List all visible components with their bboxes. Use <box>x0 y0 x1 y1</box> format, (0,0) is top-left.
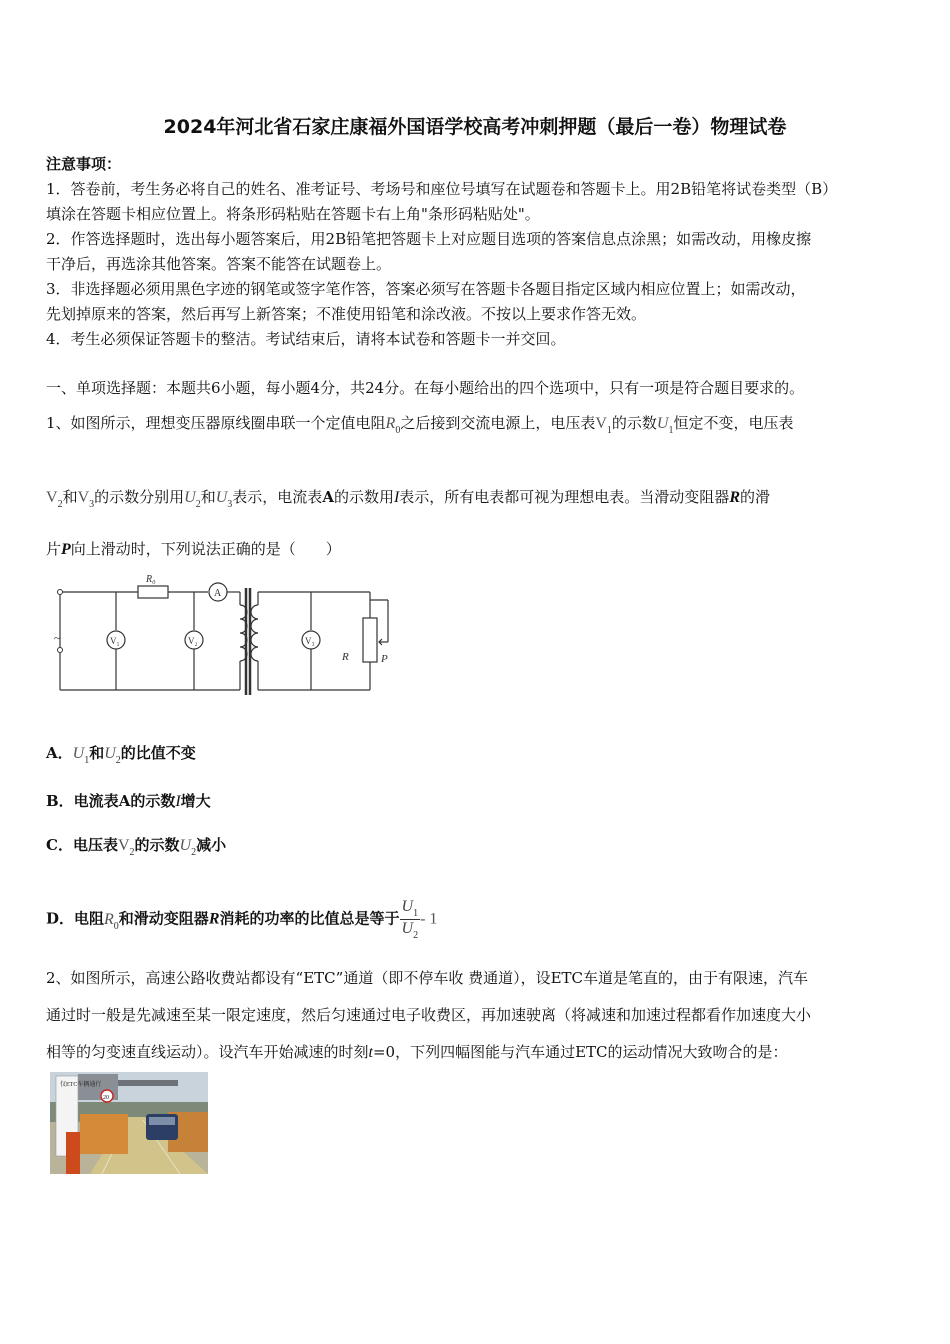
notice-line: 4．考生必须保证答题卡的整洁。考试结束后，请将本试卷和答题卡一并交回。 <box>46 330 566 348</box>
terminal <box>58 590 63 595</box>
notice-line: 2．作答选择题时，选出每小题答案后，用2B铅笔把答题卡上对应题目选项的答案信息点涂黑；如需改动，用橡皮擦 <box>46 230 812 248</box>
v1-symbol: $V_1$ <box>595 415 612 436</box>
etc-sign-text: 仅ETC车辆通行 <box>60 1082 102 1088</box>
q1-line3: 片P向上滑动时，下列说法正确的是（ ） <box>46 540 341 558</box>
v2-label: V₂ <box>188 636 198 646</box>
notice-line: 先划掉原来的答案，然后再写上新答案；不准使用铅笔和涂改液。不按以上要求作答无效。 <box>46 305 647 323</box>
option-c: C．电压表$V_2$的示数$U_2$减小 <box>46 836 227 858</box>
q2-line1: 2、如图所示，高速公路收费站都设有“ETC”通道（即不停车收 费通道），设ETC车道是笔直的，由于有限速，汽车 <box>46 969 809 987</box>
r-label: R <box>342 651 349 663</box>
notice-heading: 注意事项： <box>46 155 122 173</box>
u1-symbol: $U_1$ <box>656 415 674 436</box>
v2-symbol: $V_2$ <box>46 489 63 510</box>
notice-line: 干净后，再选涂其他答案。答案不能答在试题卷上。 <box>46 255 392 273</box>
notice-line: 1．答卷前，考生务必将自己的姓名、准考证号、考场号和座位号填写在试题卷和答题卡上。用2B铅笔将试卷类型（B） <box>46 180 838 198</box>
section-heading: 一、单项选择题：本题共6小题，每小题4分，共24分。在每小题给出的四个选项中，只有一项是符合题目要求的。 <box>46 379 805 397</box>
r0-symbol: $R_0$ <box>385 415 401 436</box>
r0-resistor <box>138 586 168 598</box>
option-a: A．$U_1$和$U_2$的比值不变 <box>46 744 196 766</box>
transformer-circuit-diagram <box>48 570 398 700</box>
u3-symbol: $U_3$ <box>215 489 233 510</box>
etc-lane-photo <box>50 1072 208 1174</box>
secondary-coil <box>251 605 258 661</box>
u2-symbol: $U_2$ <box>184 489 201 510</box>
notice-line: 3．非选择题必须用黑色字迹的钢笔或签字笔作答，答案必须写在答题卡各题目指定区域内相应位置上；如需改动， <box>46 280 806 298</box>
v1-label: V₁ <box>110 636 120 646</box>
option-b: B．电流表A的示数I增大 <box>46 792 211 810</box>
speed-limit-text: 20 <box>103 1095 109 1101</box>
notice-line: 填涂在答题卡相应位置上。将条形码粘贴在答题卡右上角"条形码粘贴处"。 <box>46 205 540 223</box>
option-d: D．电阻$R_0$和滑动变阻器R消耗的功率的比值总是等于 $\frac{U_1}{U_2}$ - 1 <box>46 898 438 941</box>
q2-line2: 通过时一般是先减速至某一限定速度，然后匀速通过电子收费区，再加速驶离（将减速和加速过程都看作加速度大小 <box>46 1006 812 1024</box>
page-title: 2024年河北省石家庄康福外国语学校高考冲刺押题（最后一卷）物理试卷 <box>163 116 787 138</box>
v3-label: V₃ <box>305 636 315 646</box>
q2-line3: 相等的匀变速直线运动）。设汽车开始减速的时刻t=0，下列四幅图能与汽车通过ETC的运动情况大致吻合的是： <box>46 1043 788 1061</box>
terminal <box>58 648 63 653</box>
q1-line2: $V_2$和$V_3$的示数分别用$U_2$和$U_3$表示，电流表A的示数用I表示，所有电表都可视为理想电表。当滑动变阻器R的滑 <box>46 488 770 510</box>
ac-label: ~ <box>54 631 61 645</box>
ammeter-label: A <box>214 588 222 599</box>
r0-label: R₀ <box>146 574 156 585</box>
v3-symbol: $V_3$ <box>77 489 95 510</box>
q1-line1: 1、如图所示，理想变压器原线圈串联一个定值电阻$R_0$之后接到交流电源上，电压表$V_1$的示数$U_1$恒定不变，电压表 <box>46 414 794 436</box>
i-symbol: I <box>393 489 400 506</box>
p-label: P <box>381 653 388 665</box>
rheostat-r <box>363 618 377 662</box>
fraction-u1-u2: $\frac{U_1}{U_2}$ <box>401 898 419 941</box>
